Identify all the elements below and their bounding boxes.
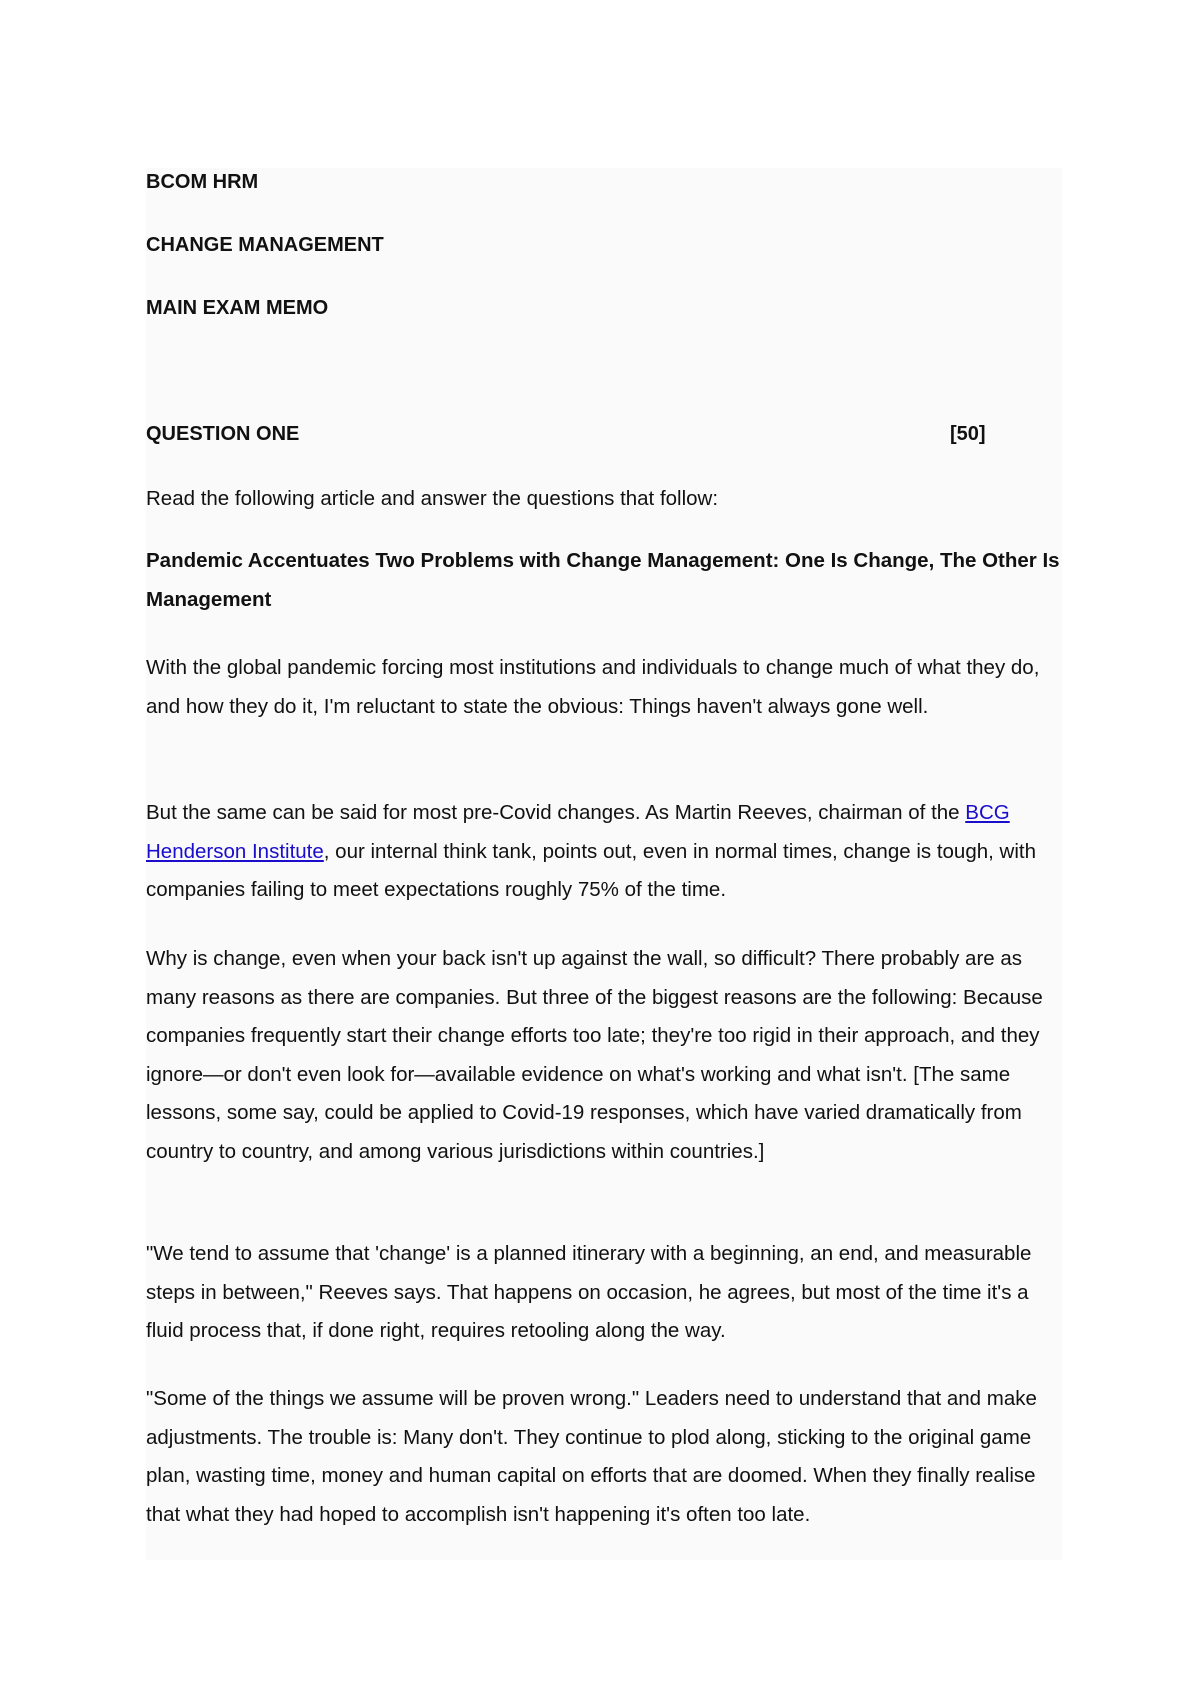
article-paragraph-5: "Some of the things we assume will be proven wrong." Leaders need to understand that and make adjustments. The trouble is: Many don't. They continue to plod along, sticking to the original game plan, wasting time, money and human capital on efforts that are doomed. When they finally realise that what they had hoped to accomplish isn't happening it's often too late. [146, 1387, 1037, 1526]
question-title: QUESTION ONE [146, 423, 300, 445]
bcg-henderson-institute-link[interactable]: BCG Henderson Institute [146, 801, 1010, 863]
question-instruction: Read the following article and answer the questions that follow: [146, 487, 719, 510]
subject-heading: CHANGE MANAGEMENT [146, 234, 384, 256]
question-marks: [50] [950, 423, 986, 445]
paragraph-2-text-start: But the same can be said for most pre-Covid changes. As Martin Reeves, chairman of the [146, 801, 966, 824]
article-paragraph-2 [146, 794, 1066, 910]
article-paragraph-4: "We tend to assume that 'change' is a planned itinerary with a beginning, an end, and measurable steps in between," Reeves says. That happens on occasion, he agrees, but most of the time it's a fluid process that, if done right, requires retooling along the way. [146, 1242, 1032, 1342]
course-heading: BCOM HRM [146, 171, 259, 193]
paragraph-2-text-end: , our internal think tank, points out, even in normal times, change is tough, with companies failing to meet expectations roughly 75% of the time. [146, 839, 1036, 901]
article-paragraph-3: Why is change, even when your back isn't up against the wall, so difficult? There probably are as many reasons as there are companies. But three of the biggest reasons are the following: Because companies frequently start their change efforts too late; they're too rigid in their approach, and they ignore—or don't even look for—available evidence on what's working and what isn't. [The same lessons, some say, could be applied to Covid-19 responses, which have varied dramatically from country to country, and among various jurisdictions within countries.] [146, 947, 1043, 1163]
article-title: Pandemic Accentuates Two Problems with Change Management: One Is Change, The Other Is Management [146, 549, 1060, 611]
document-type-heading: MAIN EXAM MEMO [146, 297, 329, 319]
article-paragraph-1: With the global pandemic forcing most institutions and individuals to change much of what they do, and how they do it, I'm reluctant to state the obvious: Things haven't always gone well. [146, 656, 1040, 718]
